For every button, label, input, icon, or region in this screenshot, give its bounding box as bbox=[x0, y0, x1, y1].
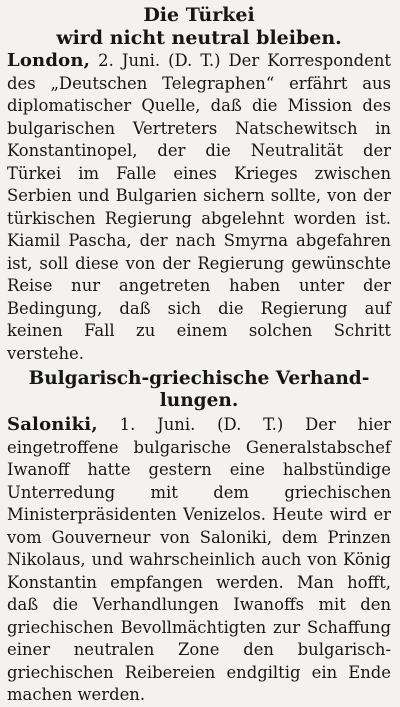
article-headline-line1: Die Türkei bbox=[143, 4, 255, 26]
article-body bbox=[7, 414, 391, 707]
article-turkey bbox=[7, 4, 391, 365]
article-headline bbox=[7, 368, 391, 412]
article-headline-line2: wird nicht neutral bleiben. bbox=[56, 27, 342, 49]
article-body bbox=[7, 50, 391, 365]
dateline-place: Saloniki, bbox=[7, 414, 98, 435]
article-headline-line2: lungen. bbox=[159, 390, 239, 411]
article-bulgarian-greek bbox=[7, 368, 391, 707]
article-headline-line1: Bulgarisch-griechische Verhand- bbox=[28, 368, 370, 389]
article-text: 2. Juni. (D. T.) Der Korrespondent des „Deutschen Telegraphen“ erfährt aus diplomatischer Quelle, daß die Mission des bulgarischen Vertreters Natschewitsch in Konstantinopel, der die Neutralität der Türkei im Falle eines Krieges zwischen Serbien und Bulgarien sichern sollte, von der türkischen Regierung abgelehnt worden ist. Kiamil Pascha, der nach Smyrna abgefahren ist, soll diese von der Regierung gewünschte Reise nur angetreten haben unter der Bedingung, daß sich die Regierung auf keinen Fall zu einem solchen Schritt verstehe. bbox=[7, 51, 391, 363]
article-text: 1. Juni. (D. T.) Der hier eingetroffene bulgarische Generalstabschef Iwanoff hatte gestern eine halbstündige Unterredung mit dem griechischen Ministerpräsidenten Venizelos. Heute wird er vom Gouverneur von Saloniki, dem Prinzen Nikolaus, und wahrscheinlich auch von König Konstantin empfangen werden. Man hofft, daß die Verhandlungen Iwanoffs mit den griechischen Bevollmächtigten zur Schaffung einer neutralen Zone den bulgarisch-griechischen Reibereien endgiltig ein Ende machen werden. bbox=[7, 415, 391, 704]
dateline-place: London, bbox=[7, 50, 91, 71]
